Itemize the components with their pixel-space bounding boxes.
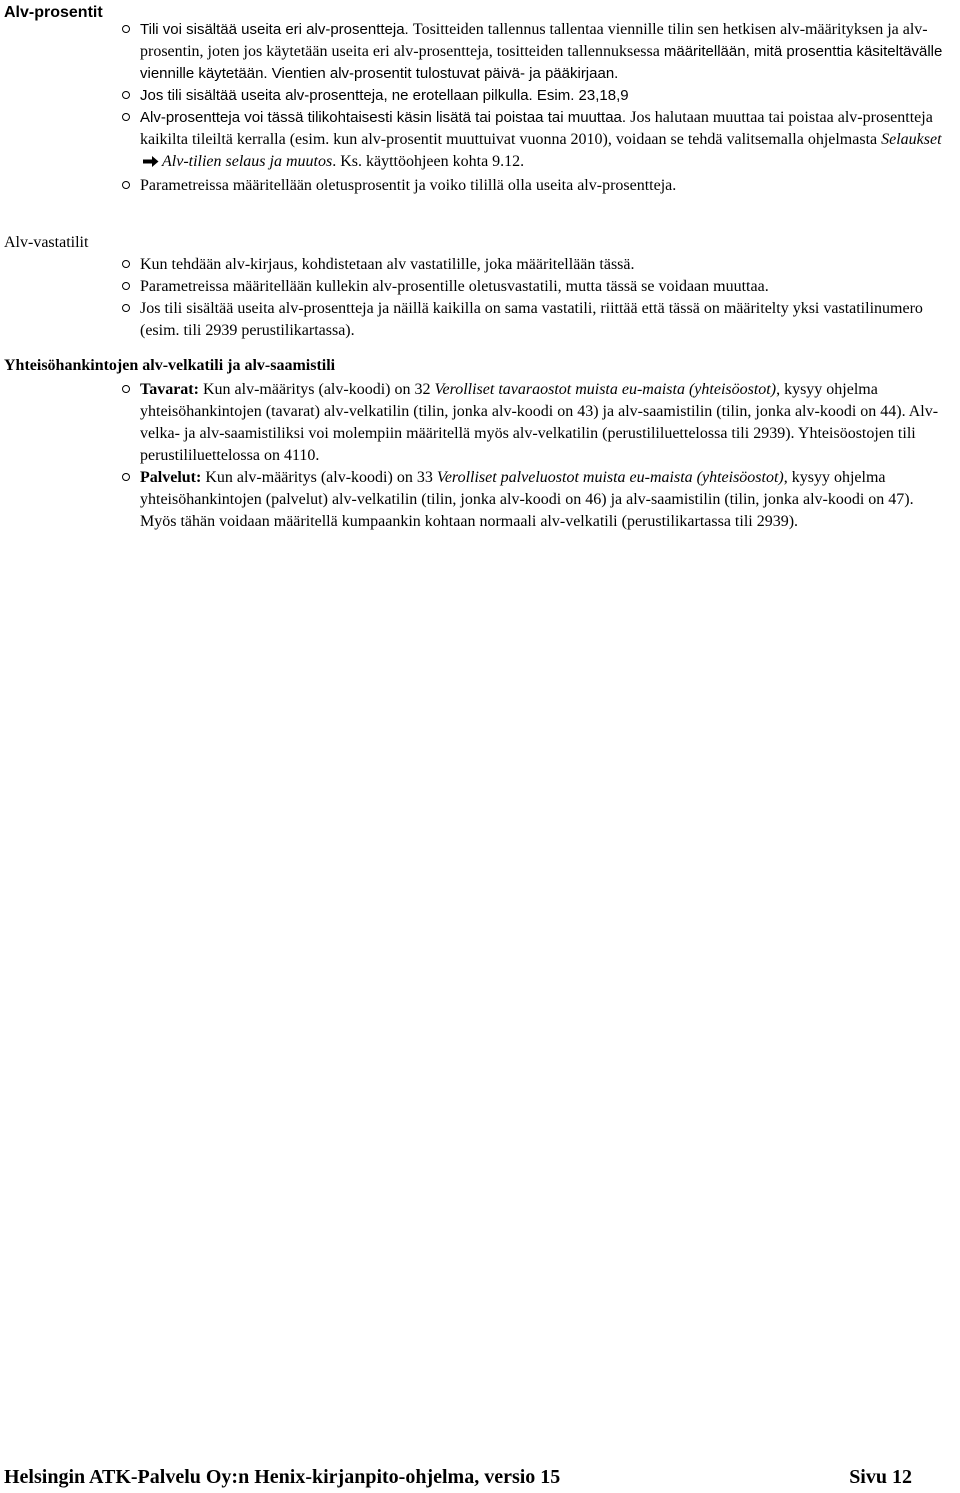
list-item-text: Tositteiden tallennus tallentaa viennille tilin sen hetkisen alv-määrityksen ja alv-prosentin, joten jos käytetään useita eri alv-prosentteja, tositteiden tallennuksessa (140, 21, 928, 60)
list-item-text: , kysyy ohjelma yhteisöhankintojen (tavarat) alv-velkatilin (tilin, jonka alv-koodi on 43) ja alv-saamistilin (tilin, jonka alv-koodi on 44). Alv-velka- ja alv-saamistiliksi voi molempiin määritellä myös alv-velkatilin (perustililuettelossa tili 2939). Yhteisöostojen tili perustililuettelossa on 4110. (140, 381, 939, 464)
circle-bullet-icon (122, 473, 130, 481)
list-item-text: Verolliset palveluostot muista eu-maista (yhteisöostot) (436, 469, 784, 486)
bullet-list (120, 19, 950, 197)
page-footer (4, 1465, 912, 1489)
list-item (120, 379, 950, 467)
list-item-text: , kysyy ohjelma yhteisöhankintojen (palvelut) alv-velkatilin (tilin, jonka alv-koodi on 46) ja alv-saamistilin (tilin, jonka alv-koodi on 47). Myös tähän voidaan määritellä kumpaankin kohtaan normaali alv-velkatili (perustilikartassa tili 2939). (140, 469, 914, 530)
section-heading: Yhteisöhankintojen alv-velkatili ja alv-saamistili (4, 357, 336, 374)
list-item-text: . Ks. käyttöohjeen kohta 9.12. (332, 153, 525, 170)
page-number: Sivu 12 (849, 1466, 912, 1488)
list-item-text: Kun alv-määritys (alv-koodi) on 32 (198, 381, 435, 398)
list-item-text: Jos tili sisältää useita alv-prosentteja ja näillä kaikilla on sama vastatili, riittää että tässä on määritelty yksi vastatilinumero (esim. tili 2939 perustilikartassa). (140, 300, 923, 339)
bullet-list (120, 254, 950, 342)
circle-bullet-icon (122, 260, 130, 268)
footer-title: Helsingin ATK-Palvelu Oy:n Henix-kirjanpito-ohjelma, versio 15 (4, 1466, 561, 1488)
list-item-text: Parametreissa määritellään kullekin alv-prosentille oletusvastatili, mutta tässä se voidaan muuttaa. (140, 278, 769, 295)
circle-bullet-icon (122, 25, 130, 33)
menu-path-text: Alv-tilien selaus ja muutos (162, 153, 333, 170)
list-item-lead: Palvelut: (140, 469, 202, 486)
list-item (120, 107, 950, 175)
list-item-text: Parametreissa määritellään oletusprosentit ja voiko tilillä olla useita alv-prosentteja. (140, 177, 677, 194)
list-item (120, 175, 950, 197)
list-item (120, 276, 950, 298)
list-item (120, 298, 950, 342)
list-item-text: Alv-prosentteja voi tässä tilikohtaisesti käsin lisätä tai poistaa tai muuttaa. (140, 109, 631, 126)
list-item (120, 85, 950, 107)
circle-bullet-icon (122, 91, 130, 99)
list-item (120, 254, 950, 276)
list-item-text: Tili voi sisältää useita eri alv-prosentteja. (140, 21, 413, 38)
right-arrow-icon (143, 153, 159, 175)
list-item-text: Kun alv-määritys (alv-koodi) on 33 (201, 469, 437, 486)
bullet-list (120, 379, 950, 533)
section-label: Alv-vastatilit (4, 234, 89, 251)
circle-bullet-icon (122, 282, 130, 290)
circle-bullet-icon (122, 304, 130, 312)
menu-path-text: Selaukset (881, 131, 942, 148)
list-item-text: Jos halutaan muuttaa tai poistaa alv-prosentteja kaikilta tileiltä kerralla (esim. kun alv-prosentit muuttuivat vuonna 2010), voidaan se tehdä valitsemalla ohjelmasta (140, 109, 933, 148)
list-item-text: Kun tehdään alv-kirjaus, kohdistetaan alv vastatilille, joka määritellään tässä. (140, 256, 635, 273)
list-item-text: Verolliset tavaraostot muista eu-maista (yhteisöostot) (434, 381, 777, 398)
list-item-text: määritellään, mitä prosenttia käsiteltävälle viennille käytetään. Vientien alv-prosentit tulostuvat päivä- ja pääkirjaan. (140, 43, 943, 82)
list-item-lead: Tavarat: (140, 381, 199, 398)
circle-bullet-icon (122, 385, 130, 393)
list-item (120, 19, 950, 85)
circle-bullet-icon (122, 113, 130, 121)
list-item (120, 467, 950, 533)
circle-bullet-icon (122, 181, 130, 189)
list-item-text: Jos tili sisältää useita alv-prosentteja, ne erotellaan pilkulla. Esim. 23,18,9 (140, 87, 629, 104)
section-label: Alv-prosentit (4, 4, 103, 21)
